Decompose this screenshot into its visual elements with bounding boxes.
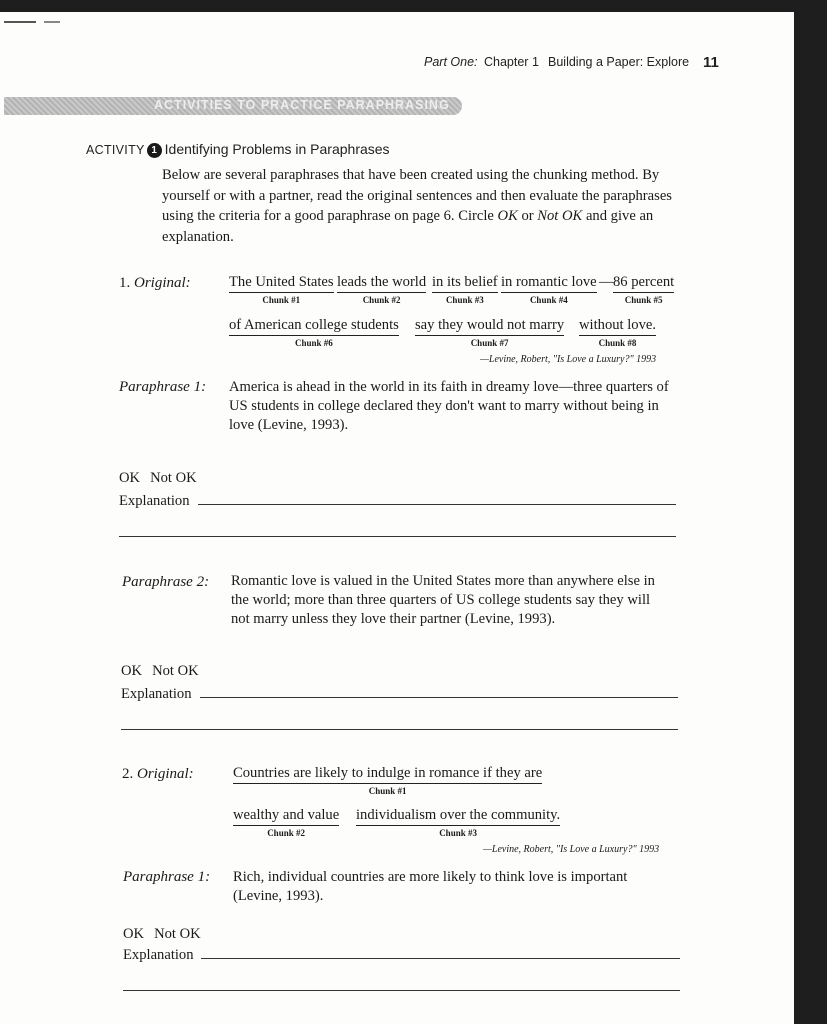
chunk: individualism over the community. Chunk #3 [356,807,561,838]
explanation-line[interactable] [119,536,676,537]
header-section: Building a Paper: Explore [548,55,690,69]
not-ok-option[interactable]: Not OK [152,663,199,679]
activity-title: Identifying Problems in Paraphrases [164,141,390,157]
chunk: of American college students Chunk #6 [229,317,399,348]
item2-paraphrase1-text: Rich, individual countries are more likely to think love is important (Levine, 1993). [233,869,628,904]
explanation-line[interactable] [200,697,678,698]
item2-number: 2. [122,766,134,782]
item2-label [122,766,194,783]
item1-p2-choices [121,663,209,680]
activity-heading [86,141,390,158]
item2-p1-choices [123,926,211,943]
chunk: without love. Chunk #8 [579,317,657,348]
chunk: leads the world Chunk #2 [337,274,427,305]
section-banner [4,97,462,115]
item1-citation: —Levine, Robert, "Is Love a Luxury?" 1993 [480,354,657,365]
item1-paraphrase2-label: Paraphrase 2: [122,574,210,590]
chunk: in romantic love Chunk #4 [501,274,597,305]
ok-term: OK [497,208,518,224]
header-part: Part One: [424,55,478,69]
not-ok-option[interactable]: Not OK [150,470,197,486]
chunk: 86 percent Chunk #5 [613,274,675,305]
explanation-line[interactable] [121,729,678,730]
item1-p1-explanation-label: Explanation [119,493,190,509]
ok-option[interactable]: OK [123,926,145,942]
activity-instructions: Below are several paraphrases that have been created using the chunking method. By yourself or with a partner, read the original sentences and then evaluate the paraphrases using the criteria for a good paraphrase on page 6. Circle OK or Not OK and give an explanation. [162,167,672,245]
item1-original-label: Original: [134,275,191,291]
explanation-line[interactable] [123,990,680,991]
item2-paraphrase1-label: Paraphrase 1: [123,869,211,885]
explanation-line[interactable] [198,504,676,505]
ok-option[interactable]: OK [119,470,141,486]
item1-label [119,275,191,292]
ok-option[interactable]: OK [121,663,143,679]
item2-p1-explanation-label: Explanation [123,947,194,963]
chunk: in its belief Chunk #3 [432,274,498,305]
page-number: 11 [703,54,719,71]
activity-number-badge: 1 [147,143,162,158]
scan-mark [4,21,84,23]
chunk: wealthy and value Chunk #2 [233,807,340,838]
textbook-page [0,12,794,1024]
not-ok-term: Not OK [537,208,583,224]
item1-paraphrase1-text: America is ahead in the world in its faith in dreamy love—three quarters of US students in college declared they don't want to marry without being in love (Levine, 1993). [229,379,669,433]
activity-label: ACTIVITY [86,143,145,157]
chunk: Countries are likely to indulge in romance if they are Chunk #1 [233,765,543,796]
banner-title: ACTIVITIES TO PRACTICE PARAPHRASING [154,98,450,112]
item1-p1-choices [119,470,207,487]
explanation-line[interactable] [201,958,680,959]
chunk: The United States Chunk #1 [229,274,334,305]
item2-original-label: Original: [137,766,194,782]
item1-number: 1. [119,275,131,291]
chunk: say they would not marry Chunk #7 [415,317,565,348]
header-chapter: Chapter 1 [484,55,539,69]
item1-paraphrase1-label: Paraphrase 1: [119,379,207,395]
not-ok-option[interactable]: Not OK [154,926,201,942]
dash: — [599,274,614,290]
item1-p2-explanation-label: Explanation [121,686,192,702]
item2-citation: —Levine, Robert, "Is Love a Luxury?" 1993 [483,844,660,855]
item1-paraphrase2-text: Romantic love is valued in the United States more than anywhere else in the world; more than three quarters of US college students say they will not marry unless they love their partner (Levine, 1993). [231,573,655,627]
